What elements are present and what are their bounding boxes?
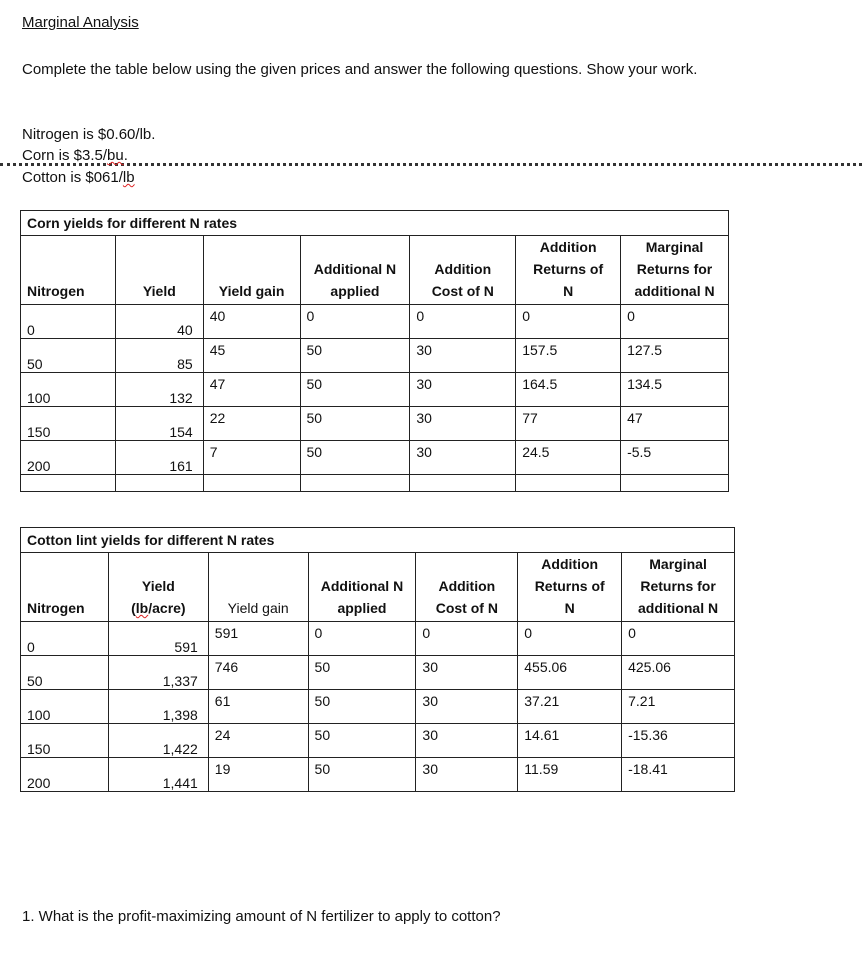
cell-returns: 14.61	[518, 724, 622, 758]
cell-cost: 30	[410, 339, 516, 373]
table-row	[21, 305, 729, 339]
cell-marginal: 7.21	[622, 690, 735, 724]
header-addition-returns: Addition Returns of N	[518, 553, 622, 622]
cell-nitrogen: 150	[21, 407, 116, 441]
cell-yield-gain: 591	[208, 622, 308, 656]
table-row	[21, 690, 735, 724]
cell-additional-n: 0	[300, 305, 410, 339]
cell-nitrogen: 200	[21, 758, 109, 792]
cell-returns: 0	[518, 622, 622, 656]
cell-yield: 161	[115, 441, 203, 475]
header-nitrogen: Nitrogen	[21, 553, 109, 622]
cell-additional-n: 50	[308, 690, 416, 724]
cell-cost: 30	[410, 407, 516, 441]
header-yield-gain: Yield gain	[208, 553, 308, 622]
corn-price-prefix: Corn is $3.5/	[22, 147, 108, 164]
page-title: Marginal Analysis	[22, 14, 139, 31]
cell-returns: 37.21	[518, 690, 622, 724]
cell-marginal: -5.5	[621, 441, 729, 475]
corn-price	[22, 147, 128, 164]
cell-marginal: 47	[621, 407, 729, 441]
cell-yield: 85	[115, 339, 203, 373]
cell-cost: 0	[416, 622, 518, 656]
cotton-yield-table	[20, 527, 735, 792]
cell-marginal: 425.06	[622, 656, 735, 690]
cell-additional-n: 50	[300, 407, 410, 441]
cell-yield-gain: 19	[208, 758, 308, 792]
table-caption: Cotton lint yields for different N rates	[21, 528, 735, 553]
header-yield: Yield (lb/acre)	[108, 553, 208, 622]
cell-yield: 1,337	[108, 656, 208, 690]
cell-returns: 11.59	[518, 758, 622, 792]
header-additional-n: Additional N applied	[308, 553, 416, 622]
cell-cost: 30	[410, 441, 516, 475]
cell-nitrogen: 100	[21, 373, 116, 407]
cell-cost: 30	[410, 373, 516, 407]
table-row	[21, 339, 729, 373]
table-row	[21, 622, 735, 656]
corn-price-unit: bu	[107, 147, 124, 164]
question-1: 1. What is the profit-maximizing amount of N fertilizer to apply to cotton?	[22, 908, 501, 925]
cell-nitrogen: 200	[21, 441, 116, 475]
cell-additional-n: 50	[300, 339, 410, 373]
cell-yield-gain: 22	[203, 407, 300, 441]
cell-yield-gain: 47	[203, 373, 300, 407]
cell-yield-gain: 61	[208, 690, 308, 724]
header-addition-cost: Addition Cost of N	[410, 236, 516, 305]
corn-price-suffix: .	[123, 147, 128, 164]
cell-yield-gain: 45	[203, 339, 300, 373]
cotton-price	[22, 169, 135, 186]
cell-returns: 455.06	[518, 656, 622, 690]
cell-nitrogen: 50	[21, 339, 116, 373]
nitrogen-price: Nitrogen is $0.60/lb.	[22, 126, 156, 143]
table-row	[21, 441, 729, 475]
header-addition-cost: Addition Cost of N	[416, 553, 518, 622]
cell-returns: 77	[516, 407, 621, 441]
cell-additional-n: 50	[300, 441, 410, 475]
cotton-price-unit: lb	[122, 169, 135, 186]
table-caption: Corn yields for different N rates	[21, 211, 729, 236]
cell-cost: 30	[416, 758, 518, 792]
cell-marginal: 127.5	[621, 339, 729, 373]
cell-nitrogen: 0	[21, 622, 109, 656]
cell-yield-gain: 24	[208, 724, 308, 758]
header-addition-returns: Addition Returns of N	[516, 236, 621, 305]
cell-yield: 40	[115, 305, 203, 339]
cell-additional-n: 50	[308, 656, 416, 690]
cell-nitrogen: 0	[21, 305, 116, 339]
cell-returns: 157.5	[516, 339, 621, 373]
cell-cost: 30	[416, 690, 518, 724]
cell-marginal: -18.41	[622, 758, 735, 792]
cell-yield-gain: 7	[203, 441, 300, 475]
header-yield: Yield	[115, 236, 203, 305]
cell-cost: 30	[416, 656, 518, 690]
cell-marginal: 0	[622, 622, 735, 656]
cell-marginal: 134.5	[621, 373, 729, 407]
cell-cost: 0	[410, 305, 516, 339]
cell-yield: 591	[108, 622, 208, 656]
cell-marginal: -15.36	[622, 724, 735, 758]
cell-yield: 1,422	[108, 724, 208, 758]
cell-yield-gain: 40	[203, 305, 300, 339]
cell-additional-n: 0	[308, 622, 416, 656]
cell-cost: 30	[416, 724, 518, 758]
corn-yield-table	[20, 210, 729, 492]
table-row	[21, 373, 729, 407]
table-row	[21, 724, 735, 758]
table-row	[21, 407, 729, 441]
cell-additional-n: 50	[300, 373, 410, 407]
table-row	[21, 758, 735, 792]
instructions-text: Complete the table below using the given prices and answer the following questions. Show your work.	[22, 61, 698, 78]
cell-nitrogen: 50	[21, 656, 109, 690]
cell-returns: 164.5	[516, 373, 621, 407]
cell-additional-n: 50	[308, 724, 416, 758]
cell-returns: 0	[516, 305, 621, 339]
cotton-price-prefix: Cotton is $061/	[22, 169, 123, 186]
header-nitrogen: Nitrogen	[21, 236, 116, 305]
cell-additional-n: 50	[308, 758, 416, 792]
header-marginal-returns: Marginal Returns for additional N	[622, 553, 735, 622]
cell-nitrogen: 150	[21, 724, 109, 758]
cell-yield: 1,441	[108, 758, 208, 792]
cell-yield: 132	[115, 373, 203, 407]
cell-yield: 154	[115, 407, 203, 441]
header-yield-gain: Yield gain	[203, 236, 300, 305]
table-row	[21, 656, 735, 690]
cell-returns: 24.5	[516, 441, 621, 475]
cell-yield-gain: 746	[208, 656, 308, 690]
header-additional-n: Additional N applied	[300, 236, 410, 305]
dotted-divider	[0, 163, 862, 166]
header-marginal-returns: Marginal Returns for additional N	[621, 236, 729, 305]
cell-marginal: 0	[621, 305, 729, 339]
cell-yield: 1,398	[108, 690, 208, 724]
cell-nitrogen: 100	[21, 690, 109, 724]
